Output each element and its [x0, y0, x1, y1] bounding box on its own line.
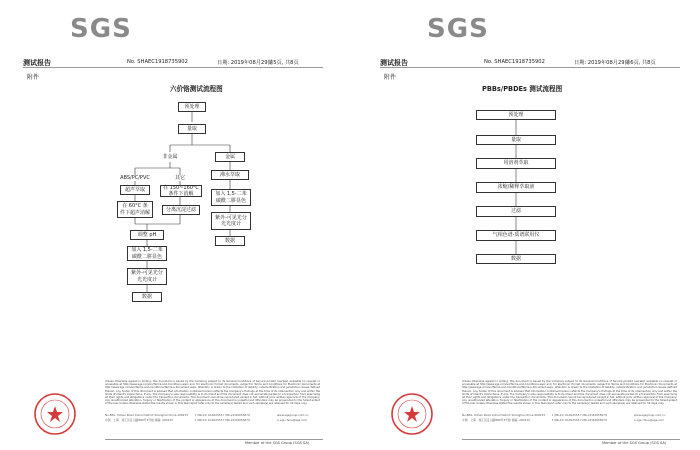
report-page-left	[5, 0, 340, 450]
step-sampling: 量取	[476, 135, 556, 145]
step-ultrasonic-extraction: 超声萃取	[120, 185, 150, 195]
footer-divider	[462, 439, 680, 440]
website: www.sgsgroup.com.cn	[634, 413, 666, 417]
step-concentrate-dilute: 浓缩/稀释萃取液	[476, 182, 556, 193]
step-nonmetal-add-reagent: 加入 1,5-二苯碳酰二肼显色	[127, 246, 167, 261]
branch-metal: 金属	[215, 152, 245, 162]
page-number: 第6页, 共8页	[625, 60, 656, 66]
page-number: 第5页, 共8页	[268, 60, 299, 66]
website: www.sgsgroup.com.cn	[277, 413, 309, 417]
step-filter: 过滤	[476, 206, 556, 217]
flowchart-connectors	[362, 0, 697, 360]
report-number: No. SHAEC1918735902	[484, 59, 545, 65]
sgs-logo: SGS	[70, 14, 132, 44]
report-date: 日期: 2019年08月29日	[574, 60, 630, 66]
email: e sgs.china@sgs.com	[634, 418, 665, 422]
report-number: No. SHAEC1918735902	[127, 59, 188, 65]
appendix-label: 附件	[27, 74, 40, 81]
phone-line-1: t (86-21) 61402553 f (86-21)64953679	[195, 413, 250, 417]
report-page-right	[362, 0, 697, 450]
step-pretreat: 预处理	[178, 102, 206, 112]
flowchart-title: PBBs/PBDEs 测试流程图	[482, 85, 563, 93]
step-metal-add-reagent: 加入 1,5-二苯碳酰二肼显色	[211, 189, 251, 206]
branch-other: 其它	[174, 175, 185, 181]
footer-divider	[105, 439, 323, 440]
step-sampling: 量取	[178, 124, 206, 134]
step-metal-data: 数据	[215, 236, 245, 246]
step-metal-uv-vis: 紫外-可见光分光光度计	[211, 212, 251, 230]
step-separation-filter: 分离沉淀过滤	[162, 205, 200, 215]
report-title: 测试报告	[23, 59, 51, 67]
phone-line-1: t (86-21) 61402553 f (86-21)64953679	[552, 413, 607, 417]
branch-nonmetal: 非金属	[162, 154, 178, 160]
appendix-label: 附件	[384, 74, 397, 81]
step-data: 数据	[476, 254, 556, 264]
step-pretreat: 预处理	[476, 110, 556, 120]
terms-fine-print: Unless otherwise agreed in writing, this document is issued by the Company subject to its General Conditions of Service printed overleaf, available on request or accessible at http://www.sgs.com/en/Terms-and-Conditions.aspx and, for electronic format documents, subject to Terms and Conditions for Electronic Documents at http://www.sgs.com/en/Terms-and-Conditions/Terms-e-Document.aspx. Attention is drawn to the limitation of liability, indemnification and jurisdiction issues defined therein. Any holder of this document is advised that information contained hereon reflects the Company's findings at the time of its intervention only and within the limits of Client's instructions, if any. The Company's sole responsibility is to its Client and this document does not exonerate parties to a transaction from exercising all their rights and obligations under the transaction documents. This document cannot be reproduced except in full, without prior written approval of the Company. Any unauthorized alteration, forgery or falsification of the content or appearance of this document is unlawful and offenders may be prosecuted to the fullest extent of the law. Unless otherwise stated the results shown in this test report refer only to the sample(s) tested and such sample(s) are retained for 30 days only.	[462, 380, 677, 406]
branch-abs-pc-pvc: ABS/PC/PVC	[120, 175, 150, 181]
address-cn: 中国 · 上海 · 徐汇区宜山路889号3号楼 邮编: 200233	[462, 418, 530, 422]
email: e sgs.china@sgs.com	[277, 418, 308, 422]
address-en: No.889, Yishan Road Xuhui District Shanghai China 200233	[105, 413, 189, 417]
terms-fine-print: Unless otherwise agreed in writing, this document is issued by the Company subject to its General Conditions of Service printed overleaf, available on request or accessible at http://www.sgs.com/en/Terms-and-Conditions.aspx and, for electronic format documents, subject to Terms and Conditions for Electronic Documents at http://www.sgs.com/en/Terms-and-Conditions/Terms-e-Document.aspx. Attention is drawn to the limitation of liability, indemnification and jurisdiction issues defined therein. Any holder of this document is advised that information contained hereon reflects the Company's findings at the time of its intervention only and within the limits of Client's instructions, if any. The Company's sole responsibility is to its Client and this document does not exonerate parties to a transaction from exercising all their rights and obligations under the transaction documents. This document cannot be reproduced except in full, without prior written approval of the Company. Any unauthorized alteration, forgery or falsification of the content or appearance of this document is unlawful and offenders may be prosecuted to the fullest extent of the law. Unless otherwise stated the results shown in this test report refer only to the sample(s) tested and such sample(s) are retained for 30 days only.	[105, 380, 320, 406]
phone-line-2: t (86-21) 61402553 f (86-21)64953679	[195, 418, 250, 422]
member-note: Member of the SGS Group (SGS SA)	[245, 441, 310, 445]
step-gc-ms: 气相色谱-质谱联用仪	[476, 230, 556, 241]
step-nonmetal-data: 数据	[132, 292, 162, 302]
address-en: No.889, Yishan Road Xuhui District Shanghai China 200233	[462, 413, 546, 417]
step-adjust-ph: 调整 pH	[130, 230, 164, 240]
step-hot-digestion: 在 150~160°C 条件下消解	[160, 185, 202, 197]
member-note: Member of the SGS Group (SGS SA)	[602, 441, 667, 445]
flowchart-title: 六价铬测试流程图	[170, 85, 223, 93]
step-solvent-extraction: 用溶剂萃取	[476, 158, 556, 169]
phone-line-2: t (86-21) 61402553 f (86-21)64953679	[552, 418, 607, 422]
step-60c-digestion: 在 60°C 条件下超声消解	[117, 201, 153, 218]
sgs-logo: SGS	[427, 14, 489, 44]
company-seal-icon	[33, 392, 77, 436]
step-boiling-extraction: 沸水萃取	[211, 170, 249, 180]
report-title: 测试报告	[380, 59, 408, 67]
step-nonmetal-uv-vis: 紫外-可见光分光光度计	[127, 268, 167, 285]
report-date: 日期: 2019年08月29日	[217, 60, 273, 66]
address-cn: 中国 · 上海 · 徐汇区宜山路889号3号楼 邮编: 200233	[105, 418, 173, 422]
company-seal-icon	[390, 392, 434, 436]
